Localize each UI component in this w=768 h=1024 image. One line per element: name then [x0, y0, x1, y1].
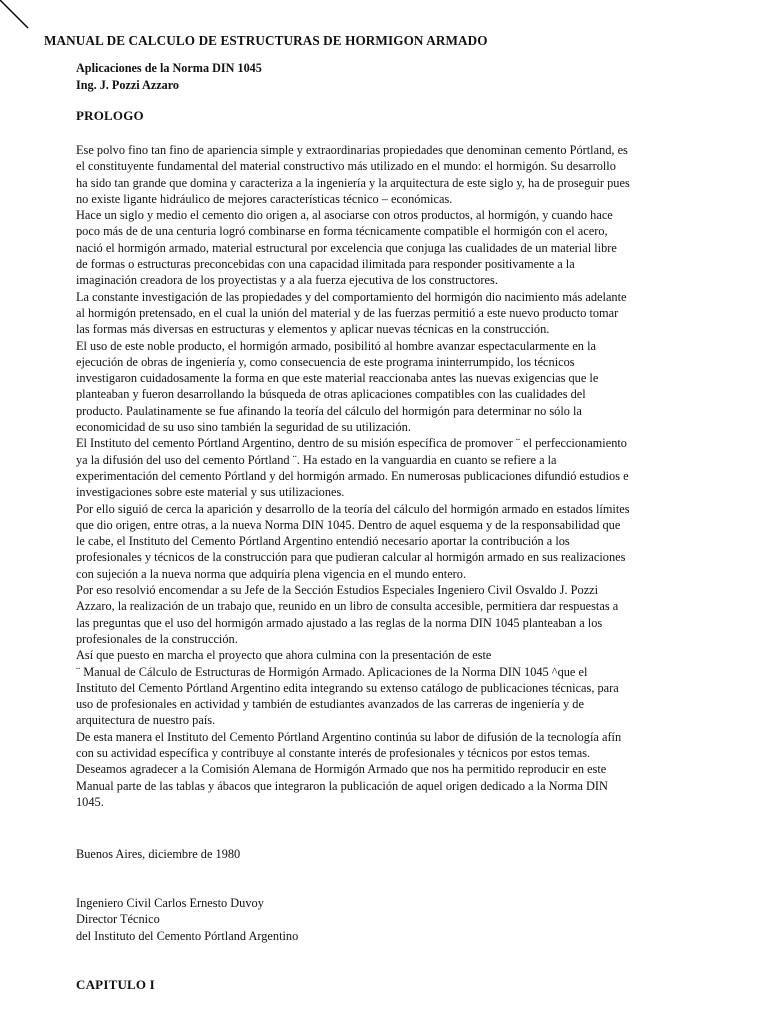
body-text-line: uso de profesionales en actividad y también de estudiantes avanzados de las carreras de ingeniería y de	[76, 697, 584, 712]
chapter-heading: CAPITULO I	[76, 977, 155, 992]
body-text-line: La constante investigación de las propiedades y del comportamiento del hormigón dio nacimiento más adelante	[76, 289, 627, 304]
body-text-line: investigaron cuidadosamente la forma en que este material reaccionaba antes las nuevas exigencias que le	[76, 371, 599, 386]
body-text-line: ya la difusión del uso del cemento Pórtland ¨. Ha estado en la vanguardia en cuanto se refiere a la	[76, 452, 557, 467]
body-text-line: Hace un siglo y medio el cemento dio origen a, al asociarse con otros productos, al hormigón, y cuando hace	[76, 208, 613, 223]
body-text-line: las formas más diversas en estructuras y elementos y aplicar nuevas técnicas en la construcción.	[76, 322, 550, 337]
body-text-line: al hormigón pretensado, en el cual la unión del material y de las fuerzas permitió a este nuevo producto tomar	[76, 305, 619, 320]
body-text-line: El uso de este noble producto, el hormigón armado, posibilitó al hombre avanzar espectacularmente en la	[76, 338, 596, 353]
body-text-line: arquitectura de nuestro país.	[76, 713, 216, 728]
body-text-line: de formas o estructuras preconcebidas con una capacidad ilimitada para responder positivamente a la	[76, 257, 575, 272]
document-author: Ing. J. Pozzi Azzaro	[76, 78, 180, 92]
signature-block	[76, 895, 298, 944]
prologo-body	[76, 142, 712, 810]
body-text-line: el constituyente fundamental del material constructivo más utilizado en el mundo: el hormigón. Su desarrollo	[76, 159, 616, 174]
body-text-line: que dio origen, entre otras, a la nueva Norma DIN 1045. Dentro de aquel esquema y de la responsabilidad que	[76, 517, 621, 532]
body-text-line: profesionales y técnicos de la construcción para que pudieran calcular al hormigón armado en sus realizaciones	[76, 550, 626, 565]
body-text-line: con sujeción a la nueva norma que adquiría plena vigencia en el mundo entero.	[76, 566, 467, 581]
body-text-line: El Instituto del cemento Pórtland Argentino, dentro de su misión específica de promover ¨ el perfeccionamiento	[76, 436, 627, 451]
signature-line: Ingeniero Civil Carlos Ernesto Duvoy	[76, 896, 264, 910]
body-text-line: 1045.	[76, 794, 104, 809]
body-text-line: ha sido tan grande que domina y caracteriza a la ingeniería y la arquitectura de este siglo y, ha de proseguir pues	[76, 175, 630, 190]
body-text-line: Así que puesto en marcha el proyecto que ahora culmina con la presentación de este	[76, 648, 492, 663]
body-text-line: Ese polvo fino tan fino de apariencia simple y extraordinarias propiedades que denominan cemento Pórtland, es	[76, 143, 628, 157]
body-text-line: no existe ligante hidráulico de mejores características técnico – económicas.	[76, 191, 453, 206]
body-text-line: profesionales de la construcción.	[76, 631, 238, 646]
body-text-line: experimentación del cemento Pórtland y del hormigón armado. En numerosas publicaciones difundió estudios e	[76, 468, 629, 483]
body-text-line: las preguntas que el uso del hormigón armado ajustado a las reglas de la norma DIN 1045 planteaban a los	[76, 615, 603, 630]
body-text-line: Deseamos agradecer a la Comisión Alemana de Hormigón Armado que nos ha permitido reproducir en este	[76, 762, 607, 777]
body-text-line: planteaban y fueron desarrollando la búsqueda de otras aplicaciones compatibles con las cualidades del	[76, 387, 586, 402]
body-text-line: investigaciones sobre este material y sus utilizaciones.	[76, 485, 345, 500]
body-text-line: De esta manera el Instituto del Cemento Pórtland Argentino continúa su labor de difusión de la tecnología afín	[76, 729, 622, 744]
body-text-line: Azzaro, la realización de un trabajo que, reunido en un libro de consulta accesible, permitiera dar respuestas a	[76, 599, 619, 614]
body-text-line: poco más de de una centuria logró combinarse en forma técnicamente compatible el hormigón con el acero,	[76, 224, 608, 239]
prologo-heading: PROLOGO	[76, 108, 144, 123]
body-text-line: Por eso resolvió encomendar a su Jefe de la Sección Estudios Especiales Ingeniero Civil Osvaldo J. Pozzi	[76, 583, 599, 598]
body-text-line: producto. Paulatinamente se fue afinando la teoría del cálculo del hormigón para determinar no sólo la	[76, 403, 582, 418]
body-text-line: ejecución de obras de ingeniería y, como consecuencia de este programa ininterrumpido, los técnicos	[76, 354, 575, 369]
body-text-line: imaginación creadora de los proyectistas y a ala fuerza ejecutiva de los constructores.	[76, 273, 498, 288]
body-text-line: Instituto del Cemento Pórtland Argentino edita integrando su extenso catálogo de publicaciones técnicas, para	[76, 680, 619, 695]
body-text-line: con su actividad específica y contribuye al constante interés de profesionales y técnicos por estos temas.	[76, 745, 591, 760]
body-text-line: economicidad de su uso sino también la seguridad de su utilización.	[76, 420, 411, 435]
document-subtitle: Aplicaciones de la Norma DIN 1045	[76, 61, 262, 75]
body-text-line: ¨ Manual de Cálculo de Estructuras de Hormigón Armado. Aplicaciones de la Norma DIN 1045 ^que el	[76, 664, 588, 679]
body-text-line: Manual parte de las tablas y ábacos que integraron la publicación de aquel origen dedicado a la Norma DIN	[76, 778, 608, 793]
document-title: MANUAL DE CALCULO DE ESTRUCTURAS DE HORMIGON ARMADO	[44, 33, 488, 48]
body-text-line: nació el hormigón armado, material estructural por excelencia que conjuga las cualidades de un material libre	[76, 240, 617, 255]
body-text-line: Por ello siguió de cerca la aparición y desarrollo de la teoría del cálculo del hormigón armado en estados límites	[76, 501, 630, 516]
signature-line: Director Técnico	[76, 912, 160, 927]
date-line: Buenos Aires, diciembre de 1980	[76, 847, 241, 861]
body-text-line: le cabe, el Instituto del Cemento Pórtland Argentino entendió necesario aportar la contribución a los	[76, 534, 570, 549]
signature-line: del Instituto del Cemento Pórtland Argentino	[76, 928, 299, 943]
